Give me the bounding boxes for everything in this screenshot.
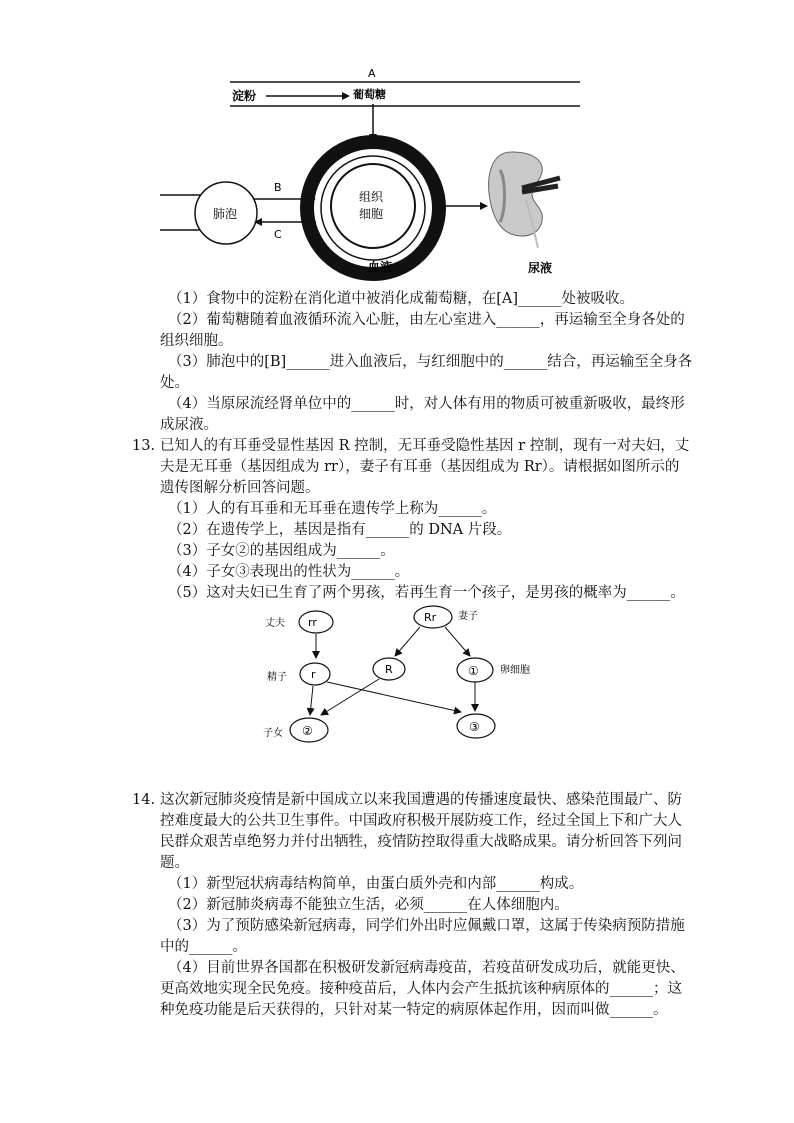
- q12-line-1: （1）食物中的淀粉在消化道中被消化成葡萄糖，在[A]______处被吸收。: [168, 291, 635, 307]
- wife-to-egg-R: [395, 627, 420, 656]
- wife-to-egg-1: [445, 627, 470, 656]
- wife-genotype: Rr: [424, 611, 437, 624]
- label-sperm: 精子: [267, 672, 287, 683]
- q13-line-8: （5）这对夫妇已生育了两个男孩，若再生育一个孩子，是男孩的概率为______。: [168, 585, 685, 601]
- alveolus-duct: [160, 195, 200, 230]
- circulation-diagram: [160, 60, 600, 285]
- kidney-icon: [489, 152, 560, 248]
- sperm-to-child-3: [327, 682, 461, 712]
- q13-line-4: （1）人的有耳垂和无耳垂在遗传学上称为______。: [168, 501, 497, 517]
- label-alveolus: 肺泡: [213, 207, 238, 221]
- sperm-gene: r: [311, 668, 316, 681]
- label-B: B: [274, 181, 282, 194]
- q12-line-6: （4）当原尿流经肾单位中的______时，对人体有用的物质可被重新吸收，最终形: [168, 396, 685, 412]
- q14-number: 14.: [132, 792, 156, 808]
- label-children: 子女: [263, 728, 283, 739]
- q14-line-7: （3）为了预防感染新冠病毒，同学们外出时应佩戴口罩，这属于传染病预防措施: [168, 918, 685, 934]
- q14-line-1: 这次新冠肺炎疫情是新中国成立以来我国遭遇的传播速度最快、感染范围最广、防: [160, 792, 682, 808]
- q14-line-3: 民群众艰苦卓绝努力并付出牺牲，疫情防控取得重大战略成果。请分析回答下列问: [160, 834, 682, 850]
- label-A: A: [368, 67, 376, 80]
- husband-genotype: rr: [308, 616, 317, 629]
- child-3: ③: [469, 720, 480, 734]
- arrow-to-kidney-head: [480, 202, 488, 210]
- label-egg: 卵细胞: [500, 665, 530, 676]
- inheritance-diagram: [255, 600, 545, 750]
- q14-line-8: 中的______。: [160, 939, 247, 955]
- sperm-to-child-2: [310, 686, 313, 715]
- label-starch: 淀粉: [232, 89, 257, 103]
- q13-line-7: （4）子女③表现出的性状为______。: [168, 564, 410, 580]
- starch-arrowhead: [342, 92, 350, 100]
- q14-line-11: 种免疫功能是后天获得的，只针对某一特定的病原体起作用，因而叫做______。: [160, 1002, 668, 1018]
- label-tissue-cell-1: 组织: [359, 190, 384, 204]
- q12-line-7: 成尿液。: [160, 417, 218, 433]
- label-blood: 血液: [368, 260, 393, 274]
- q14-line-5: （1）新型冠状病毒结构简单，由蛋白质外壳和内部______构成。: [168, 876, 584, 892]
- child-2: ②: [302, 724, 313, 738]
- egg-gene-R: R: [385, 663, 393, 676]
- q12-line-5: 处。: [160, 375, 189, 391]
- q12-line-2: （2）葡萄糖随着血液循环流入心脏，由左心室进入______，再运输至全身各处的: [168, 312, 685, 328]
- egg-R-to-child-2: [321, 679, 379, 715]
- label-urine: 尿液: [528, 261, 553, 275]
- q14-line-4: 题。: [160, 855, 189, 871]
- q13-line-5: （2）在遗传学上，基因是指有______的 DNA 片段。: [168, 522, 512, 538]
- label-husband: 丈夫: [265, 618, 285, 629]
- q13-line-1: 已知人的有耳垂受显性基因 R 控制，无耳垂受隐性基因 r 控制，现有一对夫妇，丈: [160, 438, 690, 454]
- q14-line-10: 更高效地实现全民免疫。接种疫苗后，人体内会产生抵抗该种病原体的______；这: [160, 981, 682, 997]
- label-tissue-cell-2: 细胞: [359, 207, 384, 221]
- egg-gene-1: ①: [468, 664, 479, 678]
- q12-line-4: （3）肺泡中的[B]______进入血液后，与红细胞中的______结合，再运输至全身各: [168, 354, 693, 370]
- tissue-cell: [331, 164, 415, 248]
- q14-line-6: （2）新冠肺炎病毒不能独立生活，必须______在人体细胞内。: [168, 897, 569, 913]
- label-glucose: 葡萄糖: [353, 88, 386, 101]
- q14-line-2: 控难度最大的公共卫生事件。中国政府积极开展防疫工作，经过全国上下和广大人: [160, 813, 682, 829]
- label-wife: 妻子: [458, 611, 478, 622]
- q13-line-3: 遗传图解分析回答问题。: [160, 480, 320, 496]
- q13-line-6: （3）子女②的基因组成为______。: [168, 543, 395, 559]
- q13-line-2: 夫是无耳垂（基因组成为 rr），妻子有耳垂（基因组成为 Rr）。请根据如图所示的: [160, 459, 680, 475]
- q13-number: 13.: [132, 438, 156, 454]
- label-C: C: [274, 228, 282, 241]
- q12-line-3: 组织细胞。: [160, 333, 233, 349]
- q14-line-9: （4）目前世界各国都在积极研发新冠病毒疫苗，若疫苗研发成功后，就能更快、: [168, 960, 685, 976]
